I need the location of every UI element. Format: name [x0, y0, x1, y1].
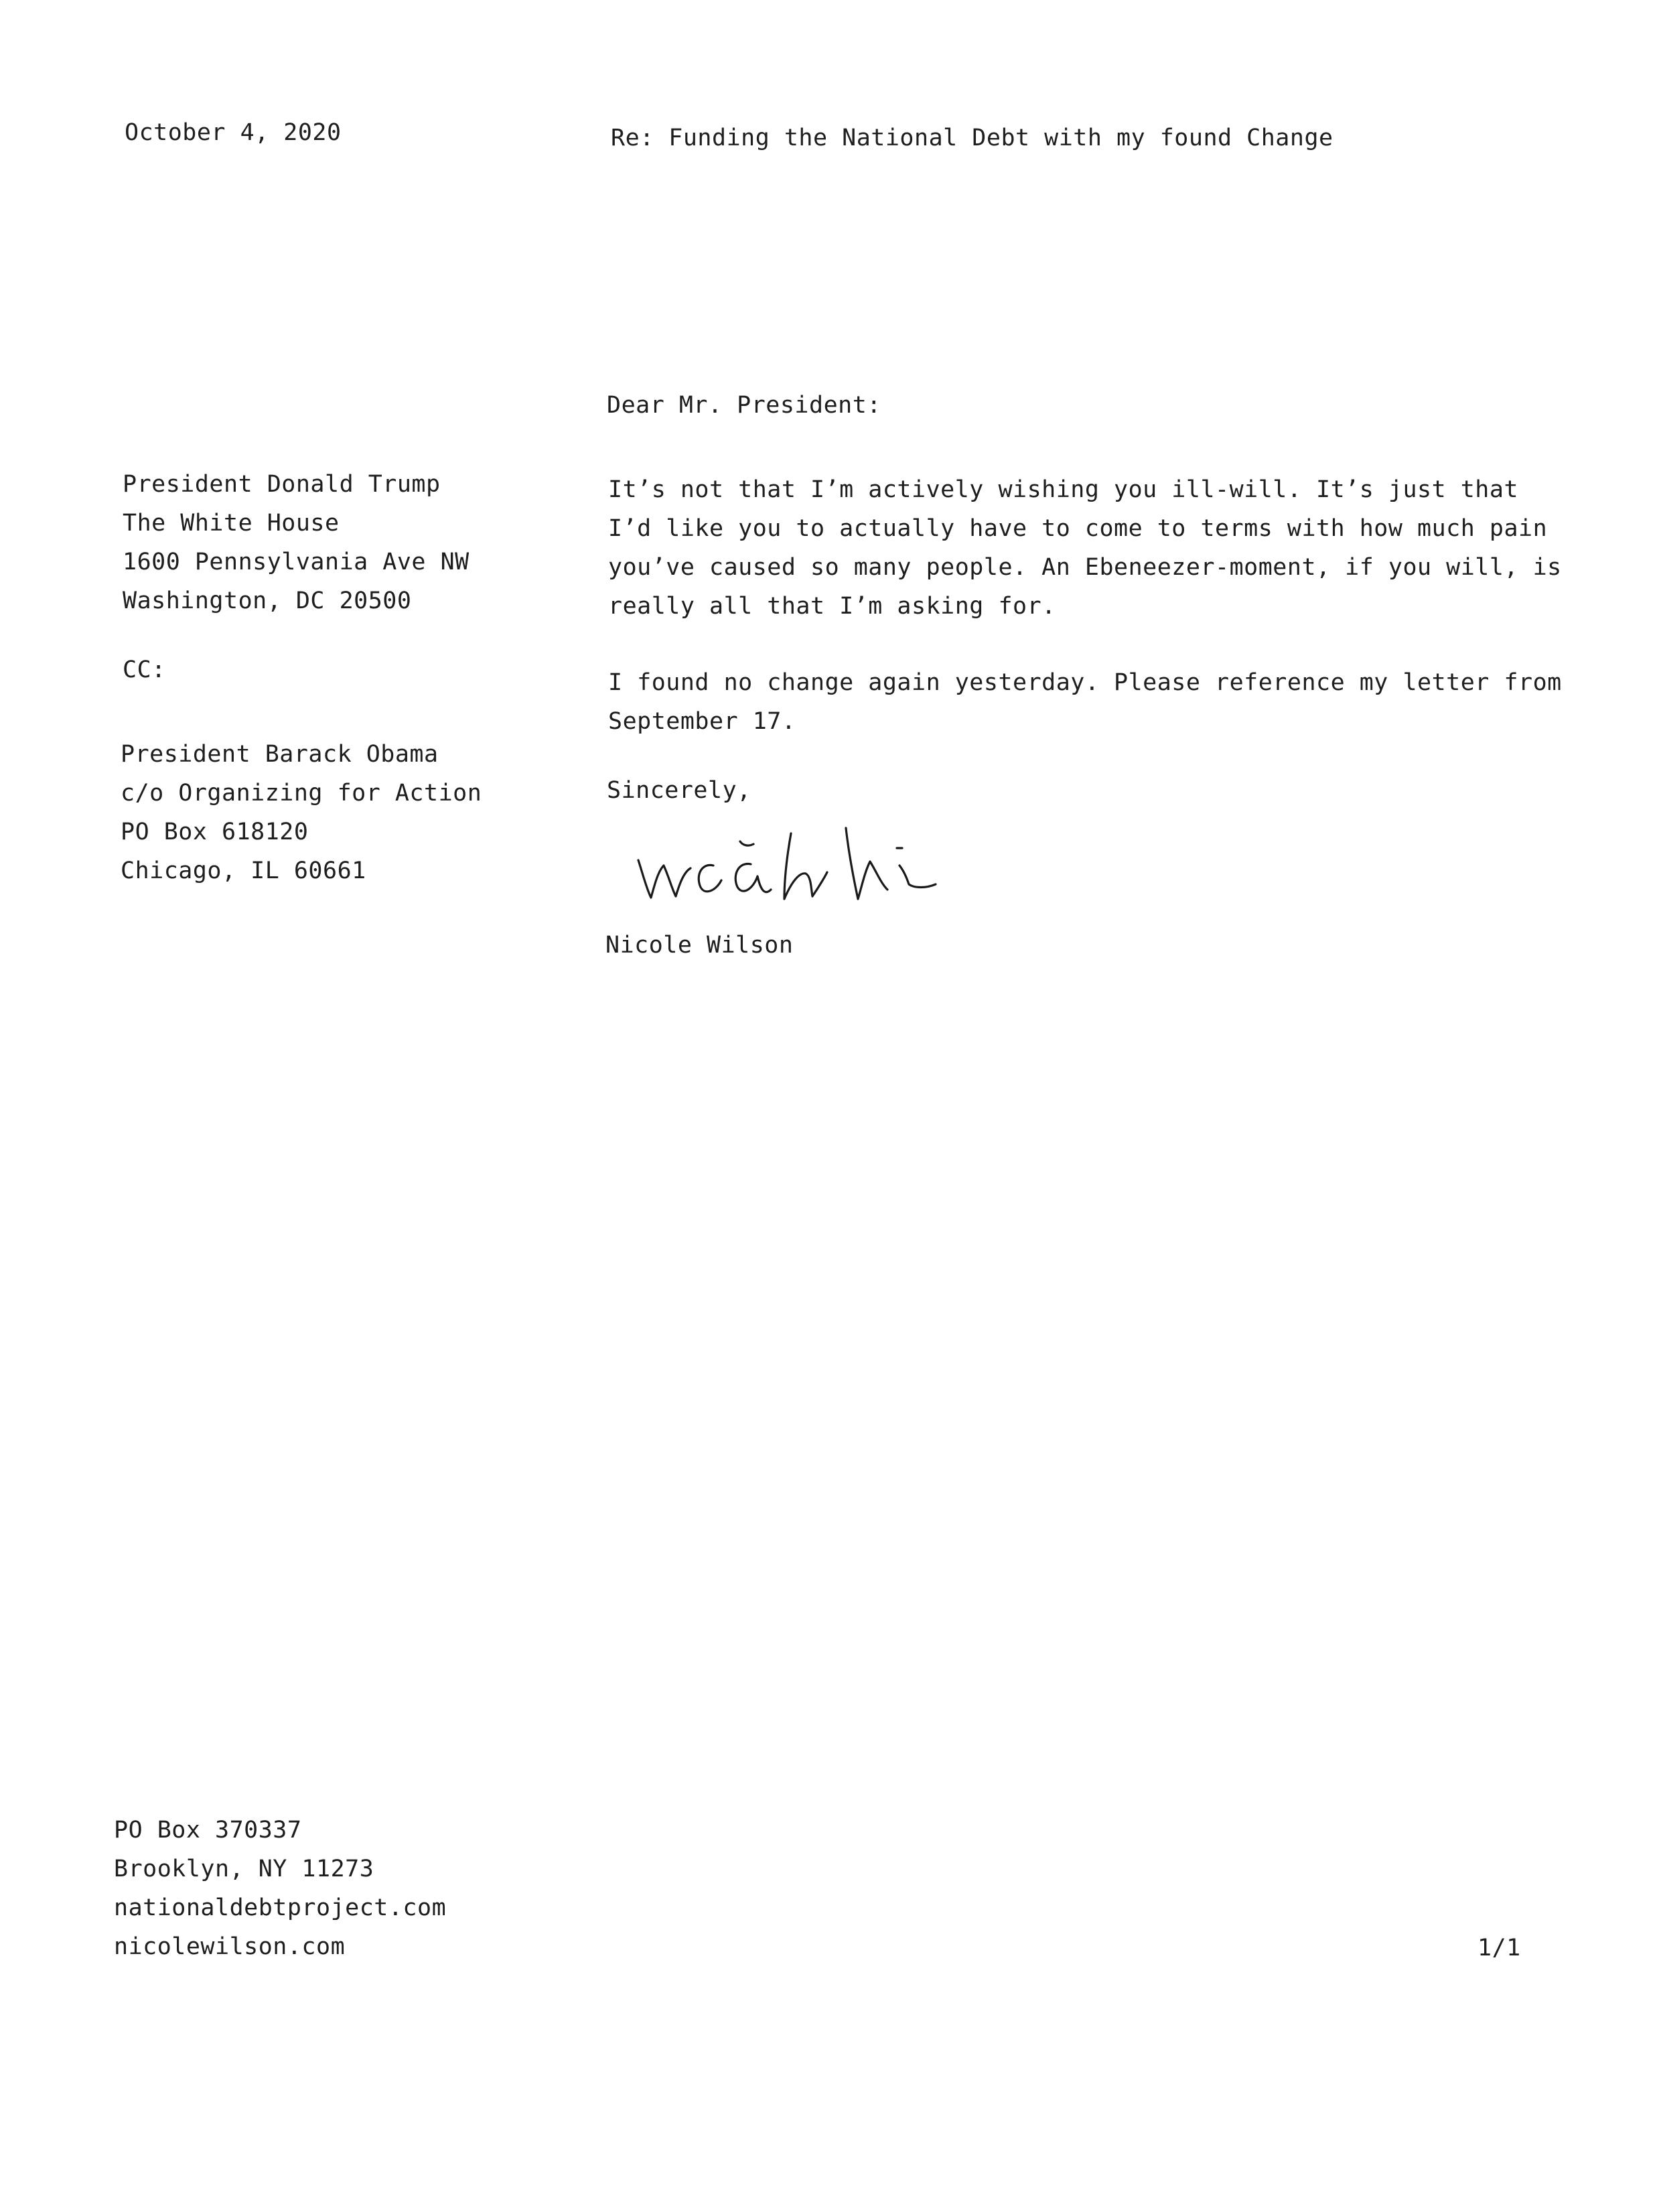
signer-name: Nicole Wilson: [605, 932, 794, 959]
sender-line: Brooklyn, NY 11273: [114, 1856, 374, 1882]
paragraph-line: I’d like you to actually have to come to terms with how much pain: [608, 515, 1548, 542]
recipient-line: President Donald Trump: [123, 471, 441, 498]
cc-address: [121, 735, 482, 890]
letter-date: October 4, 2020: [125, 119, 342, 146]
closing: Sincerely,: [607, 777, 751, 804]
paragraph-line: you’ve caused so many people. An Ebeneezer-moment, if you will, is: [608, 554, 1562, 581]
paragraph-line: It’s not that I’m actively wishing you ill-will. It’s just that: [608, 476, 1519, 503]
subject-line: Re: Funding the National Debt with my found Change: [611, 125, 1333, 151]
paragraph-line: September 17.: [608, 708, 796, 735]
recipient-line: 1600 Pennsylvania Ave NW: [123, 549, 470, 575]
recipient-line: Washington, DC 20500: [123, 587, 412, 614]
salutation: Dear Mr. President:: [607, 392, 881, 419]
body-paragraph-2: [608, 663, 1562, 741]
signature-image: [633, 819, 941, 907]
body-paragraph-1: [608, 470, 1562, 626]
sender-website: nicolewilson.com: [114, 1933, 346, 1960]
recipient-line: The White House: [123, 510, 340, 537]
cc-line: PO Box 618120: [121, 819, 309, 845]
paragraph-line: I found no change again yesterday. Please reference my letter from: [608, 669, 1562, 696]
cc-line: President Barack Obama: [121, 741, 439, 768]
recipient-address: [123, 465, 470, 620]
sender-website: nationaldebtproject.com: [114, 1894, 447, 1921]
sender-address: [114, 1811, 446, 1966]
cc-label: CC:: [123, 656, 166, 683]
sender-line: PO Box 370337: [114, 1817, 302, 1844]
cc-line: c/o Organizing for Action: [121, 780, 482, 807]
cc-line: Chicago, IL 60661: [121, 857, 366, 884]
page-number: 1/1: [1477, 1935, 1521, 1961]
paragraph-line: really all that I’m asking for.: [608, 593, 1056, 620]
